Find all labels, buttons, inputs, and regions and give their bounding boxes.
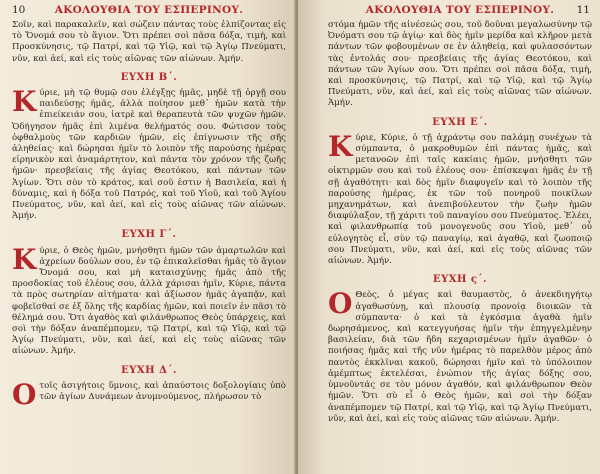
right-page-number: 11 xyxy=(576,4,590,16)
prayer-4-text: τοῖς ἀσιγήτοις ὕμνοις, καὶ ἀπαύστοις δοξολογίαις ὑπὸ τῶν ἁγίων Δυνάμεων ἀνυμνούμενος, πλήρωσον τὸ xyxy=(39,380,286,403)
prayer-3-paragraph xyxy=(12,242,286,358)
prayer-4-paragraph xyxy=(12,377,286,411)
left-page xyxy=(0,0,296,474)
prayer-2-heading: ΕΥΧΗ Β΄. xyxy=(120,71,178,83)
left-page-number: 10 xyxy=(12,4,26,16)
prayer-6-text: Θεὸς, ὁ μέγας καὶ θαυμαστὸς, ὁ ἀνεκδιηγήτῳ ἀγαθωσύνῃ, καὶ πλουσίᾳ προνοίᾳ διοικῶν τὰ σύμπαντα· ὁ καὶ τὰ ἐγκόσμια ἀγαθὰ ἡμῖν δωρησάμενος, καὶ κατεγγυήσας ἡμῖν τὴν ἐπηγγελμένην βασιλείαν, διὰ τῶν ἤδη κεχαρισμένων ἡμῖν ἀγαθῶν· ὁ ποιήσας ἡμᾶς καὶ τῆς νῦν ἡμέρας τὸ παρελθὸν μέρος ἀπὸ παντὸς ἐκκλῖναι κακοῦ, δώρησαι ἡμῖν καὶ τὸ ὑπόλοιπον ἀμέμπτως ἐκτελέσαι, ἐνώπιον τῆς ἁγίας δόξης σου, ὑμνοῦντάς σε τὸν μόνον ἀγαθόν, καὶ φιλάνθρωπον Θεὸν ἡμῶν. Ὅτι σὺ εἶ ὁ Θεὸς ἡμῶν, καὶ σοὶ τὴν δόξαν ἀναπέμπομεν τῷ Πατρί, καὶ τῷ Υἱῷ, καὶ τῷ Ἁγίῳ Πνεύματι, νῦν, καὶ ἀεί, καὶ εἰς τοὺς αἰῶνας τῶν αἰώνων. Ἀμήν. xyxy=(328,290,592,424)
prayer-6-paragraph xyxy=(328,287,592,424)
prayer-5-text: ύριε, Κύριε, ὁ τῇ ἀχράντῳ σου παλάμῃ συνέχων τὰ σύμπαντα, ὁ μακροθυμῶν ἐπὶ πάντας ἡμᾶς, καὶ μετανοῶν ἐπὶ ταῖς κακίαις ἡμῶν, μνήσθητι τῶν οἰκτιρμῶν σου καὶ τοῦ ἐλέους σου· ἐπίσκεψαι ἡμᾶς ἐν τῇ σῇ ἀγαθότητι· καὶ δὸς ἡμῖν διαφυγεῖν καὶ τὸ λοιπὸν τῆς παρούσης ἡμέρας, ἐκ τῶν τοῦ πονηροῦ ποικίλων μηχανημάτων, καὶ ἀνεπιβούλευτον τὴν ζωὴν ἡμῶν διαφύλαξον, τῇ χάριτι τοῦ παναγίου σου Πνεύματος. Ἐλέει, καὶ φιλανθρωπίᾳ τοῦ μονογενοῦς σου Υἱοῦ, μεθ᾽ οὗ εὐλογητὸς εἶ, σὺν τῷ παναγίῳ, καὶ ἀγαθῷ, καὶ ζωοποιῷ σου Πνεύματι, νῦν, καὶ ἀεί, καὶ εἰς τοὺς αἰῶνας τῶν αἰώνων. Ἀμήν. xyxy=(328,132,592,267)
left-running-head xyxy=(12,4,286,20)
left-intro-paragraph: Σοῖν, καὶ παρακαλεῖν, καὶ σώζειν πάντας τοὺς ἐλπίζοντας εἰς τὸ Ὄνομά σου τὸ ἅγιον. Ὅτι πρέπει σοὶ πᾶσα δόξα, τιμὴ, καὶ Προσκύνησις, τῷ Πατρί, καὶ τῷ Υἱῷ, καὶ τῷ Ἁγίῳ Πνεύματι, νῦν, καὶ ἀεί, καὶ εἰς τοὺς αἰῶνας τῶν αἰώνων. Ἀμήν. xyxy=(12,20,286,64)
prayer-2-text: ύριε, μὴ τῷ θυμῷ σου ἐλέγξῃς ἡμᾶς, μηδὲ τῇ ὀργῇ σου παιδεύσῃς ἡμᾶς, ἀλλὰ ποίησον μεθ᾽ ἡμῶν κατὰ τὴν ἐπιείκειάν σου, ἰατρὲ καὶ θεραπευτὰ τῶν ψυχῶν ἡμῶν. Ὁδήγησον ἡμᾶς ἐπὶ λιμένα θελήματός σου. Φώτισον τοὺς ὀφθαλμοὺς τῶν καρδιῶν ἡμῶν, εἰς ἐπίγνωσιν τῆς σῆς ἀληθείας· καὶ δώρησαι ἡμῖν τὸ λοιπὸν τῆς παρούσης ἡμέρας εἰρηνικὸν καὶ ἀναμάρτητον, καὶ πάντα τὸν χρόνον τῆς ζωῆς ἡμῶν· πρεσβείαις τῆς ἁγίας Θεοτόκου, καὶ πάντων τῶν Ἁγίων. Ὅτι σὸν τὸ κράτος, καὶ σοῦ ἐστιν ἡ Βασιλεία, καὶ ἡ δύναμις, καὶ ἡ δόξα τοῦ Πατρός, καὶ τοῦ Υἱοῦ, καὶ τοῦ Ἁγίου Πνεύματος, νῦν, καὶ ἀεί, καὶ εἰς τοὺς αἰῶνας τῶν αἰώνων. Ἀμήν. xyxy=(12,88,286,222)
prayer-5-heading: ΕΥΧΗ Ε΄. xyxy=(432,116,488,128)
prayer-2-paragraph xyxy=(12,85,286,222)
prayer-5-drop-cap: Κ xyxy=(328,129,353,163)
right-page xyxy=(298,0,600,474)
prayer-4-drop-cap: Ο xyxy=(12,377,37,411)
prayer-3-text: ύριε, ὁ Θεὸς ἡμῶν, μνήσθητι ἡμῶν τῶν ἁμαρτωλῶν καὶ ἀχρείων δούλων σου, ἐν τῷ ἐπικαλεῖσθαι ἡμᾶς τὸ ἅγιον Ὄνομά σου, καὶ μὴ καταισχύνῃς ἡμᾶς ἀπὸ τῆς προσδοκίας τοῦ ἐλέους σου, ἀλλὰ χάρισαι ἡμῖν, Κύριε, πάντα τὰ πρὸς σωτηρίαν αἰτήματα· καὶ ἀξίωσον ἡμᾶς ἀγαπᾷν, καὶ φοβεῖσθαί σε ἐξ ὅλης τῆς καρδίας ἡμῶν, καὶ ποιεῖν ἐν πᾶσι τὸ θέλημά σου. Ὅτι ἀγαθὸς καὶ φιλάνθρωπος Θεὸς ὑπάρχεις, καὶ σοὶ τὴν δόξαν ἀναπέμπομεν, τῷ Πατρί, καὶ τῷ Υἱῷ, καὶ τῷ Ἁγίῳ Πνεύματι, νῦν, καὶ ἀεί, καὶ εἰς τοὺς αἰῶνας τῶν αἰώνων. Ἀμήν. xyxy=(12,245,286,357)
prayer-6-drop-cap: Ο xyxy=(328,287,353,321)
prayer-3-drop-cap: Κ xyxy=(12,242,37,276)
right-text-block xyxy=(328,20,592,425)
right-running-head xyxy=(328,4,592,20)
prayer-4-heading: ΕΥΧΗ Δ΄. xyxy=(121,364,177,376)
left-text-block xyxy=(12,20,286,411)
left-running-title: ΑΚΟΛΟΥΘΙΑ ΤΟΥ ΕΣΠΕΡΙΝΟΥ. xyxy=(54,4,244,16)
prayer-3-heading: ΕΥΧΗ Γ΄. xyxy=(121,229,177,241)
prayer-6-heading: ΕΥΧΗ ς΄. xyxy=(432,274,488,286)
prayer-2-drop-cap: Κ xyxy=(12,85,37,119)
right-running-title: ΑΚΟΛΟΥΘΙΑ ΤΟΥ ΕΣΠΕΡΙΝΟΥ. xyxy=(365,4,555,16)
prayer-5-paragraph xyxy=(328,129,592,267)
right-intro-paragraph: στόμα ἡμῶν τῆς αἰνέσεώς σου, τοῦ δοῦναι μεγαλωσύνην τῷ Ὀνόματι σου τῷ ἁγίῳ· καὶ δὸς ἡμῖν μερίδα καὶ κλῆρον μετὰ πάντων τῶν φοβουμένων σε ἐν ἀληθείᾳ, καὶ φυλασσόντων τὰς ἐντολάς σου· πρεσβείαις τῆς ἁγίας Θεοτόκου, καὶ πάντων τῶν Ἁγίων σου. Ὅτι πρέπει σοὶ πᾶσα δόξα, τιμὴ, καὶ προσκύνησις, τῷ Πατρί, καὶ τῷ Υἱῷ, καὶ τῷ Ἁγίῳ Πνεύματι, νῦν, καὶ ἀεί, καὶ εἰς τοὺς αἰῶνας τῶν αἰώνων. Ἀμήν. xyxy=(328,20,592,109)
